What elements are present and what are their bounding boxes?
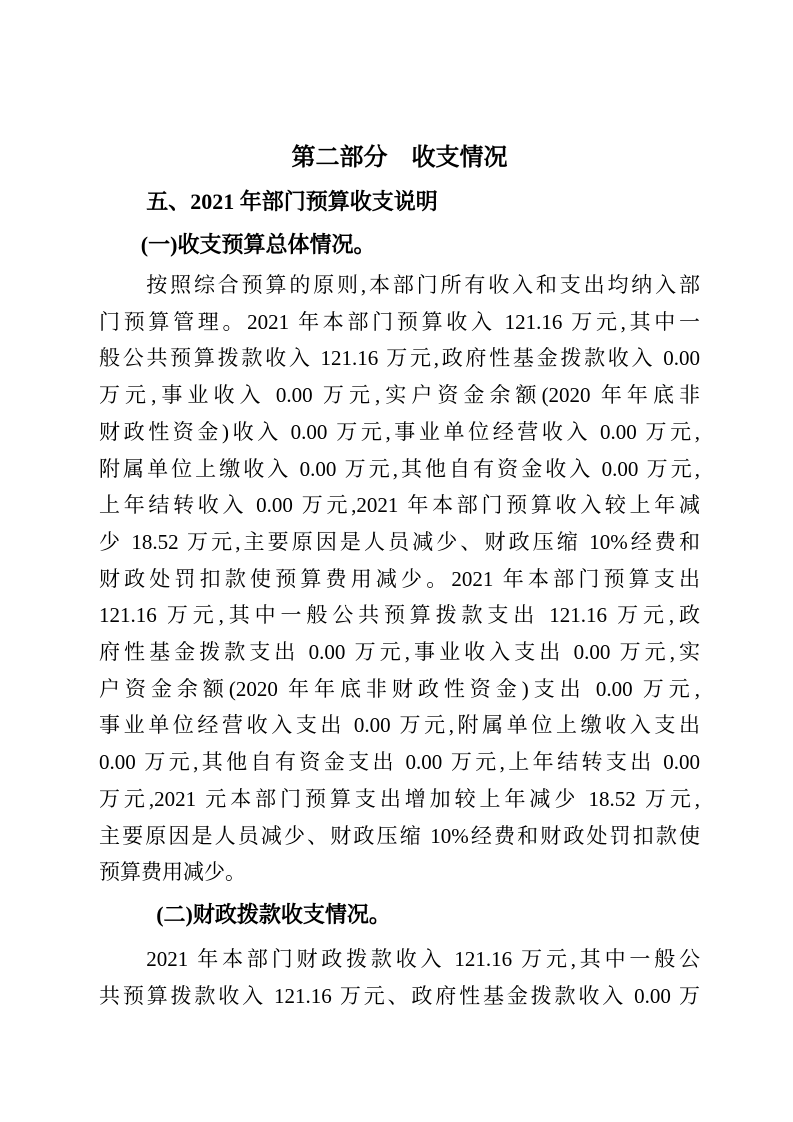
body-line: 万元,事业收入 0.00 万元,实户资金余额(2020 年年底非	[99, 383, 700, 408]
body-line: 共预算拨款收入 121.16 万元、政府性基金拨款收入 0.00 万	[99, 983, 700, 1008]
body-line: 门预算管理。2021 年本部门预算收入 121.16 万元,其中一	[99, 309, 700, 334]
subsection-heading-2: (二)财政拨款收支情况。	[156, 901, 391, 927]
body-line: 万元,2021 元本部门预算支出增加较上年减少 18.52 万元,	[99, 786, 700, 811]
body-line: 财政性资金)收入 0.00 万元,事业单位经营收入 0.00 万元,	[99, 419, 700, 444]
body-line: 财政处罚扣款使预算费用减少。2021 年本部门预算支出	[99, 566, 700, 591]
document-content	[99, 0, 700, 1014]
body-line: 121.16 万元,其中一般公共预算拨款支出 121.16 万元,政	[99, 603, 700, 628]
body-line: 事业单位经营收入支出 0.00 万元,附属单位上缴收入支出	[99, 713, 700, 738]
body-line: 附属单位上缴收入 0.00 万元,其他自有资金收入 0.00 万元,	[99, 456, 700, 481]
paragraph-fiscal-appropriation	[99, 941, 700, 1014]
body-line: 府性基金拨款支出 0.00 万元,事业收入支出 0.00 万元,实	[99, 640, 700, 665]
paragraph-overview	[99, 267, 700, 891]
section-heading: 五、2021 年部门预算收支说明	[146, 189, 438, 214]
body-line: 按照综合预算的原则,本部门所有收入和支出均纳入部	[146, 273, 700, 297]
body-line: 般公共预算拨款收入 121.16 万元,政府性基金拨款收入 0.00	[99, 346, 700, 371]
body-line: 预算费用减少。	[99, 860, 246, 885]
body-line: 上年结转收入 0.00 万元,2021 年本部门预算收入较上年减	[99, 493, 700, 518]
document-title: 第二部分 收支情况	[291, 145, 508, 171]
body-line: 主要原因是人员减少、财政压缩 10%经费和财政处罚扣款使	[99, 823, 700, 848]
body-line: 少 18.52 万元,主要原因是人员减少、财政压缩 10%经费和	[99, 529, 700, 554]
body-line: 户资金余额(2020 年年底非财政性资金)支出 0.00 万元,	[99, 676, 700, 701]
subsection-heading-1: (一)收支预算总体情况。	[140, 232, 376, 257]
body-line: 0.00 万元,其他自有资金支出 0.00 万元,上年结转支出 0.00	[99, 750, 700, 775]
body-line: 2021 年本部门财政拨款收入 121.16 万元,其中一般公	[146, 946, 700, 971]
